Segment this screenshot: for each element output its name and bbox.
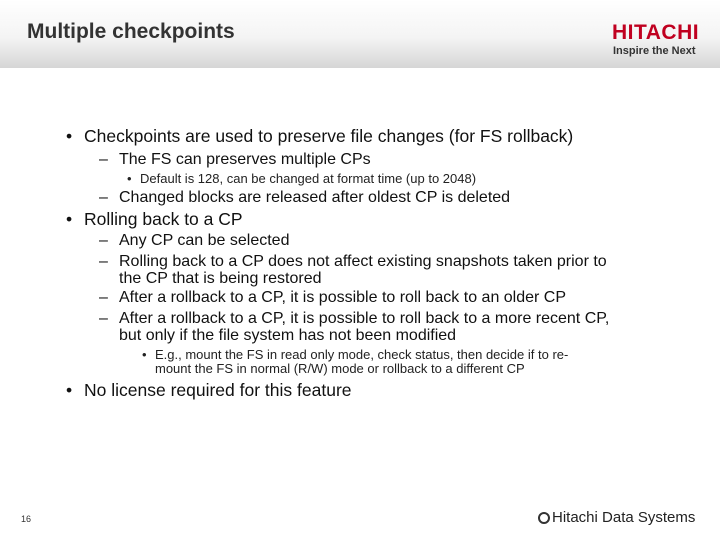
sub-bullet-older-cp: – After a rollback to a CP, it is possible to roll back to an older CP <box>119 289 566 307</box>
sub-sub-bullet-example: • E.g., mount the FS in read only mode, check status, then decide if to re- <box>155 348 568 362</box>
sub-bullet-any-cp: – Any CP can be selected <box>119 232 289 250</box>
sub-bullet-recent-cp-cont: but only if the file system has not been modified <box>119 327 457 344</box>
sub-bullet-changed-blocks: – Changed blocks are released after oldest CP is deleted <box>119 189 510 207</box>
bullet-checkpoints: • Checkpoints are used to preserve file changes (for FS rollback) <box>84 126 573 146</box>
page-number: 16 <box>21 514 32 524</box>
sub-bullet-recent-cp: – After a rollback to a CP, it is possible to roll back to a more recent CP, <box>119 310 609 328</box>
sub-sub-bullet-default: • Default is 128, can be changed at format time (up to 2048) <box>140 172 476 186</box>
bullet-license: • No license required for this feature <box>84 380 352 400</box>
footer-brand <box>538 509 695 526</box>
sub-bullet-snapshots-cont: the CP that is being restored <box>119 270 322 287</box>
sub-bullet-snapshots: – Rolling back to a CP does not affect existing snapshots taken prior to <box>119 253 607 271</box>
sub-bullet-multiple-cps: – The FS can preserves multiple CPs <box>119 151 371 169</box>
hitachi-logo-tagline: Inspire the Next <box>613 45 696 57</box>
hitachi-logo-word: HITACHI <box>612 21 700 44</box>
hitachi-mark-icon <box>538 512 550 524</box>
sub-sub-bullet-example-cont: mount the FS in normal (R/W) mode or rollback to a different CP <box>155 361 525 376</box>
slide-title: Multiple checkpoints <box>27 20 235 43</box>
bullet-rolling-back: • Rolling back to a CP <box>84 209 243 229</box>
footer-brand-text: Hitachi Data Systems <box>552 509 696 526</box>
